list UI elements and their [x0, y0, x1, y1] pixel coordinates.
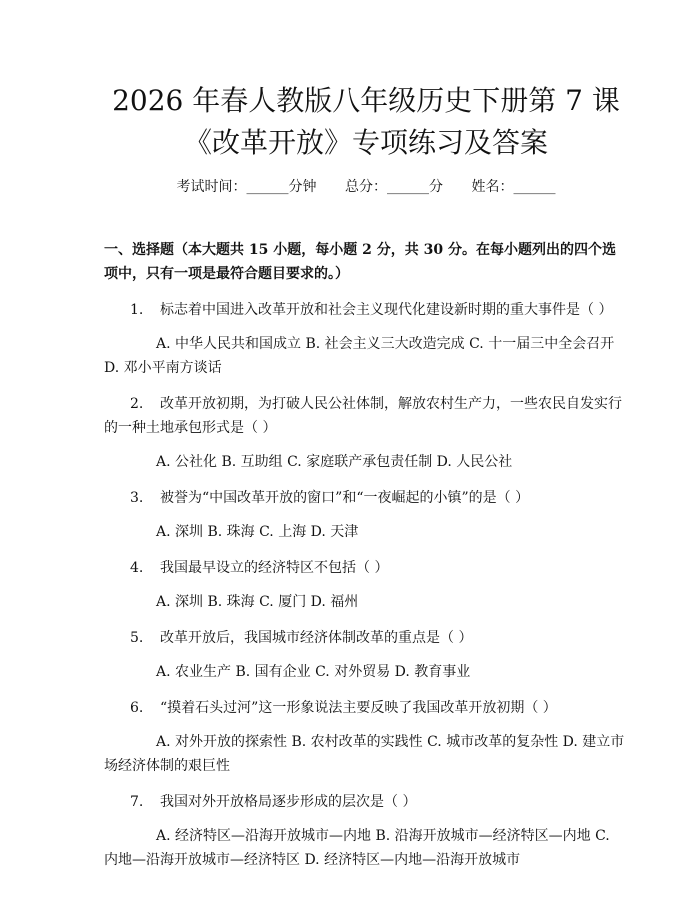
question-options: A. 经济特区—沿海开放城市—内地 B. 沿海开放城市—经济特区—内地 C. 内地—沿海开放城市—经济特区 D. 经济特区—内地—沿海开放城市	[104, 828, 610, 868]
question-stem	[104, 696, 628, 720]
question-stem	[104, 486, 628, 510]
question	[104, 696, 628, 778]
question-text: 被誉为“中国改革开放的窗口”和“一夜崛起的小镇”的是（ ）	[160, 490, 530, 506]
document-title: 2026 年春人教版八年级历史下册第 7 课《改革开放》专项练习及答案	[112, 84, 620, 159]
exam-score: 总分：______分	[345, 179, 443, 195]
question	[104, 392, 628, 474]
section-heading: 一、选择题（本大题共 15 小题，每小题 2 分，共 30 分。在每小题列出的四个选项中，只有一项是最符合题目要求的。）	[104, 242, 616, 282]
question-text: “摸着石头过河”这一形象说法主要反映了我国改革开放初期（ ）	[160, 700, 557, 716]
question	[104, 556, 628, 614]
question-options: A. 深圳 B. 珠海 C. 厦门 D. 福州	[156, 594, 359, 610]
question-number: 1.	[130, 302, 144, 318]
question	[104, 298, 628, 380]
question	[104, 486, 628, 544]
question-stem	[104, 790, 628, 814]
question-stem	[104, 392, 628, 440]
question-stem	[104, 556, 628, 580]
exam-time: 考试时间：______分钟	[176, 179, 317, 195]
question-options: A. 公社化 B. 互助组 C. 家庭联产承包责任制 D. 人民公社	[156, 454, 513, 470]
question-number: 7.	[130, 794, 144, 810]
question	[104, 790, 628, 872]
question-options: A. 农业生产 B. 国有企业 C. 对外贸易 D. 教育事业	[156, 664, 471, 680]
question-number: 3.	[130, 490, 144, 506]
question-number: 5.	[130, 630, 144, 646]
question-number: 4.	[130, 560, 144, 576]
question-text: 改革开放后，我国城市经济体制改革的重点是（ ）	[160, 630, 473, 646]
question	[104, 626, 628, 684]
question-number: 6.	[130, 700, 144, 716]
exam-info	[104, 176, 628, 198]
question-options: A. 深圳 B. 珠海 C. 上海 D. 天津	[156, 524, 359, 540]
question-text: 我国最早设立的经济特区不包括（ ）	[160, 560, 389, 576]
question-options: A. 对外开放的探索性 B. 农村改革的实践性 C. 城市改革的复杂性 D. 建立市场经济体制的艰巨性	[104, 734, 625, 774]
exam-name: 姓名：______	[471, 179, 556, 195]
question-text: 我国对外开放格局逐步形成的层次是（ ）	[160, 794, 417, 810]
question-stem	[104, 298, 628, 322]
question-stem	[104, 626, 628, 650]
question-options: A. 中华人民共和国成立 B. 社会主义三大改造完成 C. 十一届三中全会召开 D. 邓小平南方谈话	[104, 336, 615, 376]
question-text: 改革开放初期，为打破人民公社体制，解放农村生产力，一些农民自发实行的一种土地承包形式是（ ）	[104, 396, 622, 436]
question-number: 2.	[130, 396, 144, 412]
question-text: 标志着中国进入改革开放和社会主义现代化建设新时期的重大事件是（ ）	[160, 302, 613, 318]
